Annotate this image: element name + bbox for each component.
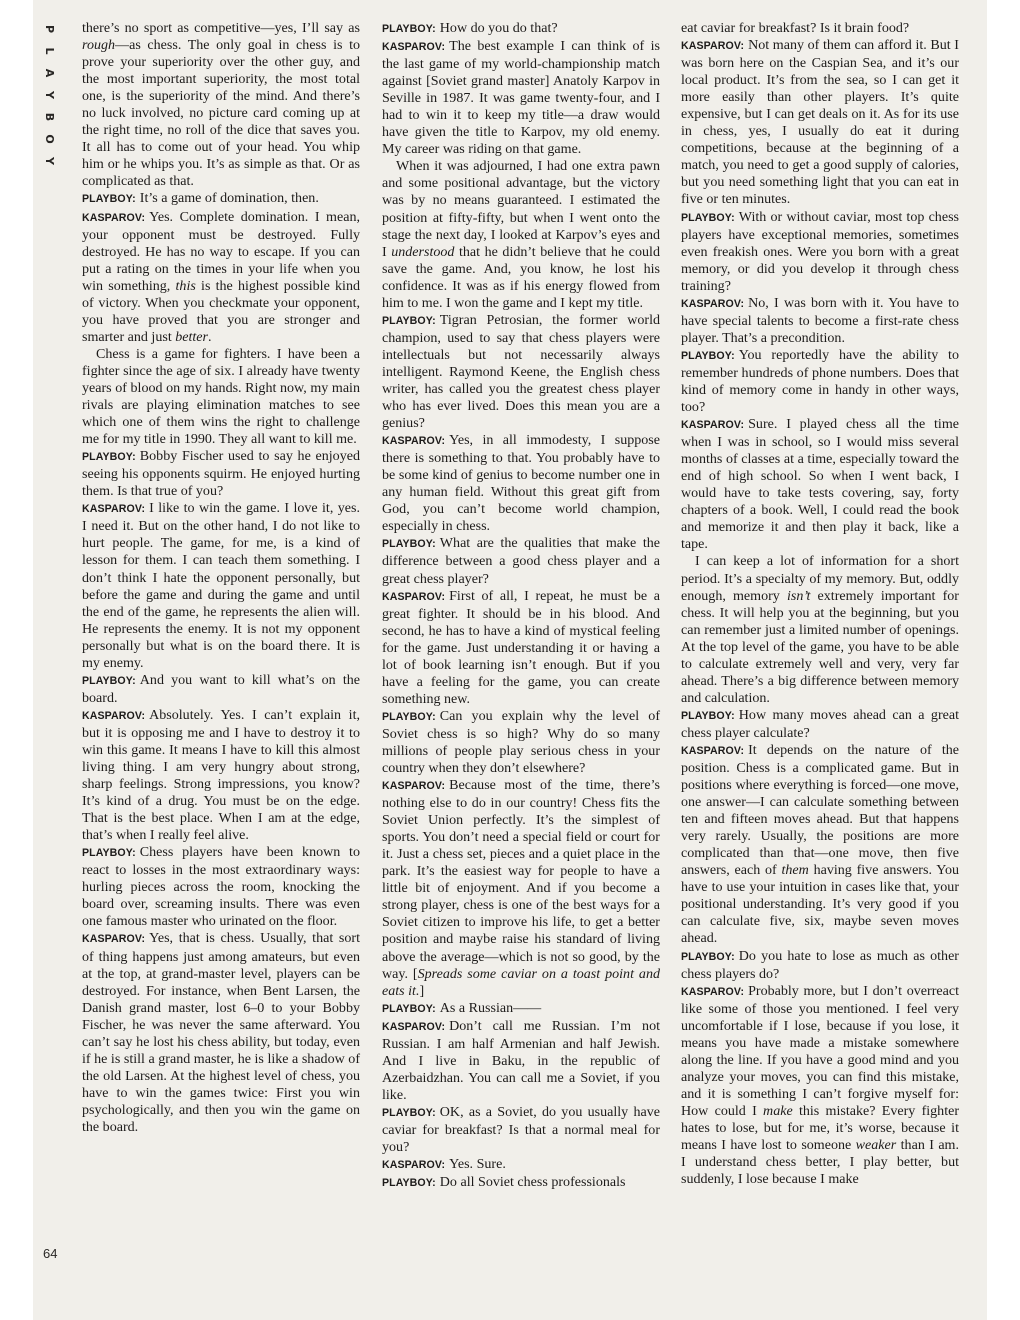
speaker-label: PLAYBOY: — [382, 538, 436, 551]
interviewer-question — [82, 844, 360, 930]
speaker-label: PLAYBOY: — [681, 349, 735, 362]
paragraph-text: Yes, in all immodesty, I suppose there is something to that. You probably have to be some kind of genius to become number one in any human field. Without this great gift from God, you can’t become world champion, especially in chess. — [382, 432, 660, 535]
paragraph-text: How many moves ahead can a great chess player calculate? — [681, 706, 959, 741]
paragraph-text: Yes, that is chess. Usually, that sort of thing happens just among amateurs, but even at the top, at grand-master level, players can be destroyed. For instance, when Bent Larsen, the Danish grand master, lost 6–0 to your Bobby Fischer, he was never the same afterward. You can’t say he lost his chess ability, but today, even if he is still a grand master, he is like a shadow of the old Larsen. At the highest level of chess, you have to win the games twice: First you win psychologically, and then you win the game on the board. — [82, 930, 360, 1135]
paragraph-text: OK, as a Soviet, do you usually have caviar for breakfast? Is that a normal meal for you? — [382, 1103, 660, 1156]
subject-answer — [382, 777, 660, 1000]
paragraph-text: As a Russian—— — [439, 999, 542, 1016]
speaker-label: PLAYBOY: — [82, 674, 136, 687]
speaker-label: KASPAROV: — [382, 1020, 446, 1033]
paragraph-text: I can keep a lot of information for a short period. It’s a specialty of my memory. But, oddly enough, memory isn’t extremely important for chess. It will help you at the beginning, but you can remember just a limited number of openings. At the top level of the game, you have to be able to calculate extremely well and very, very far ahead. There’s a big difference between memory and calculation. — [681, 553, 959, 706]
masthead-letter: P — [43, 24, 56, 34]
paragraph-text: Yes. Complete domination. I mean, your opponent must be destroyed. Fully destroyed. He has no way to escape. If you can put a rating on the times in your life when you win something, this is the highest possible kind of victory. When you checkmate your opponent, you have proved that you are stronger and smarter and just better. — [82, 208, 360, 345]
speaker-label: KASPAROV: — [82, 211, 146, 224]
speaker-label: PLAYBOY: — [382, 1177, 436, 1190]
paragraph-text: When it was adjourned, I had one extra pawn and some positional advantage, but the victory was by no means guaranteed. I estimated the position at fifty-fifty, but when I went onto the stage the next day, I looked at Karpov’s eyes and I understood that he didn’t believe that he could save the game. And, you know, he lost his confidence. It was as if his energy flowed from him to me. I won the game and I kept my title. — [382, 158, 660, 311]
speaker-label: KASPAROV: — [681, 297, 745, 310]
paragraph-text: eat caviar for breakfast? Is it brain food? — [681, 20, 910, 36]
paragraph-text: Chess players have been known to react to losses in the most extraordinary ways: hurling pieces across the room, knocking the board over, screaming insults. There was even one famous master who urinated on the floor. — [82, 844, 360, 930]
speaker-label: PLAYBOY: — [82, 193, 136, 206]
magazine-page — [33, 0, 987, 1320]
subject-answer — [681, 37, 959, 208]
interviewer-question — [382, 1174, 660, 1192]
speaker-label: PLAYBOY: — [382, 314, 436, 327]
paragraph-text: It depends on the nature of the position. Chess is a complicated game. But in positions where everything is forced—one move, one answer—I can calculate something between ten and fifteen moves ahead. But that happens very rarely. Usually, the positions are more complicated than that—one move, then five answers, each of them having five answers. You have to use your intuition in cases like that, your positional understanding. It’s very good if you can calculate five, six, maybe seven moves ahead. — [681, 741, 959, 947]
speaker-label: PLAYBOY: — [382, 1106, 436, 1119]
paragraph-text: The best example I can think of is the last game of my world-championship match against [Soviet grand master] Anatoly Karpov in Seville in 1987. It was game twenty-four, and I had to win it to keep my title—a draw would have given the title to Karpov, my old enemy. My career was riding on that game. — [382, 38, 660, 158]
masthead-letter: A — [43, 68, 56, 78]
paragraph-text: What are the qualities that make the difference between a good chess player and a great chess player? — [382, 535, 660, 587]
paragraph-text: Tigran Petrosian, the former world champion, used to say that chess players were intellectuals but not necessarily always intelligent. Raymond Keene, the English chess writer, has called you the greatest chess player who has ever lived. Does this mean you are a genius? — [382, 311, 660, 432]
interviewer-question — [382, 20, 660, 38]
body-paragraph — [82, 20, 360, 190]
paragraph-text: Yes. Sure. — [449, 1156, 506, 1173]
masthead-letter: B — [43, 112, 56, 122]
paragraph-text: It’s a game of domination, then. — [139, 190, 319, 207]
subject-answer — [382, 38, 660, 158]
paragraph-text: Absolutely. Yes. I can’t explain it, but it is opposing me and I have to destroy it to win this game. It means I have to kill this almost living thing. I am very hungry about strong, sharp feelings. Strong impressions, you know? It’s kind of a drug. You must be on the edge. That is the best place. When I am at the edge, that’s when I really feel alive. — [82, 706, 360, 844]
speaker-label: KASPAROV: — [681, 419, 745, 432]
paragraph-text: Can you explain why the level of Soviet chess is so high? Why do so many millions of people play serious chess in your country when they don’t elsewhere? — [382, 707, 660, 777]
paragraph-text: Chess is a game for fighters. I have been a fighter since the age of six. I already have twenty years of blood on my hands. Right now, my main rivals are playing elimination matches to see which one of them wins the right to challenge me for my title in 1990. They all want to kill me. — [82, 345, 360, 448]
speaker-label: KASPAROV: — [382, 590, 446, 603]
masthead-letter: L — [43, 47, 56, 55]
speaker-label: KASPAROV: — [82, 709, 146, 722]
interviewer-question — [681, 707, 959, 742]
text-column-3 — [681, 20, 959, 1188]
interviewer-question — [82, 672, 360, 707]
subject-answer — [681, 742, 959, 948]
speaker-label: KASPAROV: — [382, 41, 446, 54]
masthead — [41, 18, 57, 172]
paragraph-text: there’s no sport as competitive—yes, I’ll say as rough—as chess. The only goal in chess is to prove your superiority over the other guy, and the most important superiority, the most total one, is the superiority of the mind. And there’s no luck involved, no picture card coming up at the right time, no roll of the dice that saves you. It all has to come out of your head. You whip him or he whips you. It’s as simple as that. Or as complicated as that. — [82, 20, 360, 190]
body-paragraph — [681, 20, 959, 37]
text-column-2 — [382, 20, 660, 1192]
body-paragraph — [382, 158, 660, 311]
subject-answer — [82, 930, 360, 1136]
interviewer-question — [382, 1104, 660, 1156]
speaker-label: PLAYBOY: — [82, 847, 136, 860]
subject-answer — [82, 707, 360, 844]
body-paragraph — [681, 553, 959, 706]
paragraph-text: Do you hate to lose as much as other chess players do? — [681, 947, 959, 982]
paragraph-text: Sure. I played chess all the time when I was in school, so I would miss several months of classes at a time, especially toward the end of high school. So when I went back, I would have to take tests covering, say, forty chapters of a book. Well, I could read the book and memorize it and then play it back, like a tape. — [681, 416, 959, 553]
paragraph-text: Do all Soviet chess professionals — [439, 1174, 626, 1191]
page-number: 64 — [43, 1246, 58, 1261]
interviewer-question — [681, 948, 959, 983]
speaker-label: KASPAROV: — [382, 780, 446, 793]
paragraph-text: Probably more, but I don’t overreact like some of those you mentioned. I feel very uncomfortable if I lose, because if you lose, it means you have made a mistake somewhere along the line. If you have a good mind and you analyze your moves, you can find this mistake, and it is something I can’t forgive myself for: How could I make this mistake? Every fighter hates to lose, but for me, it’s worse, because it means I have lost to someone weaker than I am. I understand chess better, I play better, but suddenly, I lose because I make — [681, 982, 960, 1188]
body-paragraph — [82, 346, 360, 448]
speaker-label: PLAYBOY: — [82, 451, 136, 464]
interviewer-question — [382, 1000, 660, 1018]
speaker-label: PLAYBOY: — [681, 950, 735, 963]
paragraph-text: Because most of the time, there’s nothing else to do in our country! Chess fits the Soviet Union perfectly. It’s the simplest of sports. You don’t need a special field or court for it. Just a chess set, pieces and a quiet place in the park. It’s the easiest way for people to have a little bit of enjoyment. And if you become a strong player, chess is one of the best ways for a Soviet citizen to improve his life, to get a better position and maybe raise his standard of living above the average—which is not so good, by the way. [Spreads some caviar on a toast point and eats it.] — [382, 777, 660, 999]
speaker-label: KASPAROV: — [681, 40, 745, 53]
paragraph-text: Don’t call me Russian. I’m not Russian. I am half Armenian and half Jewish. And I live in Baku, in the republic of Azerbaidzhan. You can call me a Soviet, if you like. — [382, 1017, 660, 1103]
speaker-label: KASPAROV: — [382, 1159, 446, 1172]
interviewer-question — [82, 448, 360, 500]
speaker-label: PLAYBOY: — [681, 709, 735, 722]
paragraph-text: With or without caviar, most top chess players have exceptional memories, sometimes even freakish ones. Were you born with a great memory, or did you develop it through chess training? — [681, 208, 959, 294]
interviewer-question — [382, 312, 660, 432]
text-column-1 — [82, 20, 360, 1136]
speaker-label: KASPAROV: — [82, 933, 146, 946]
paragraph-text: You reportedly have the ability to remember hundreds of phone numbers. Does that kind of memory come in handy in other ways, too? — [681, 346, 959, 416]
subject-answer — [681, 295, 959, 347]
masthead-letter: Y — [43, 157, 56, 165]
subject-answer — [681, 983, 959, 1189]
speaker-label: PLAYBOY: — [382, 1002, 436, 1015]
speaker-label: KASPAROV: — [681, 985, 745, 998]
interviewer-question — [681, 209, 959, 295]
speaker-label: PLAYBOY: — [382, 23, 436, 35]
interviewer-question — [382, 535, 660, 587]
masthead-letter: Y — [43, 91, 56, 99]
speaker-label: KASPAROV: — [382, 435, 446, 448]
subject-answer — [382, 1156, 660, 1174]
interviewer-question — [681, 347, 959, 416]
subject-answer — [382, 588, 660, 708]
interviewer-question — [382, 708, 660, 777]
subject-answer — [681, 416, 959, 553]
subject-answer — [82, 209, 360, 346]
speaker-label: PLAYBOY: — [681, 211, 735, 224]
speaker-label: KASPAROV: — [82, 503, 146, 516]
paragraph-text: Not many of them can afford it. But I was born here on the Caspian Sea, and it’s our local product. It’s from the sea, so I can get it more easily than other players. It’s quite expensive, but I can get deals on it. As for its use in chess, yes, I usually do eat it during competitions, because at the beginning of a match, you need to get a good supply of calories, but you need something light that you can eat in five or ten minutes. — [681, 37, 959, 208]
paragraph-text: And you want to kill what’s on the board. — [82, 671, 360, 706]
speaker-label: PLAYBOY: — [382, 710, 436, 723]
speaker-label: KASPAROV: — [681, 744, 745, 757]
subject-answer — [82, 500, 360, 671]
paragraph-text: Bobby Fischer used to say he enjoyed seeing his opponents squirm. He enjoyed hurting them. Is that true of you? — [82, 448, 360, 500]
masthead-letter: O — [43, 134, 56, 144]
interviewer-question — [82, 190, 360, 208]
paragraph-text: No, I was born with it. You have to have special talents to become a first-rate chess player. That’s a precondition. — [681, 294, 959, 346]
paragraph-text: I like to win the game. I love it, yes. I need it. But on the other hand, I do not like to hurt people. The game, for me, is a kind of lesson for them. I can teach them something. I don’t think I hate the opponent personally, but before the game and during the game and until the end of the game, he represents the alien will. He represents the enemy. It is not my opponent personally but what is on the board there. It is my enemy. — [82, 500, 360, 671]
paragraph-text: First of all, I repeat, he must be a great fighter. It should be in his blood. And second, he has to have a kind of mystical feeling for the game. Just understanding it or having a lot of book learning isn’t enough. But if you have a feeling for the game, you can create something new. — [382, 587, 660, 707]
subject-answer — [382, 1018, 660, 1104]
paragraph-text: How do you do that? — [439, 20, 558, 36]
subject-answer — [382, 432, 660, 535]
